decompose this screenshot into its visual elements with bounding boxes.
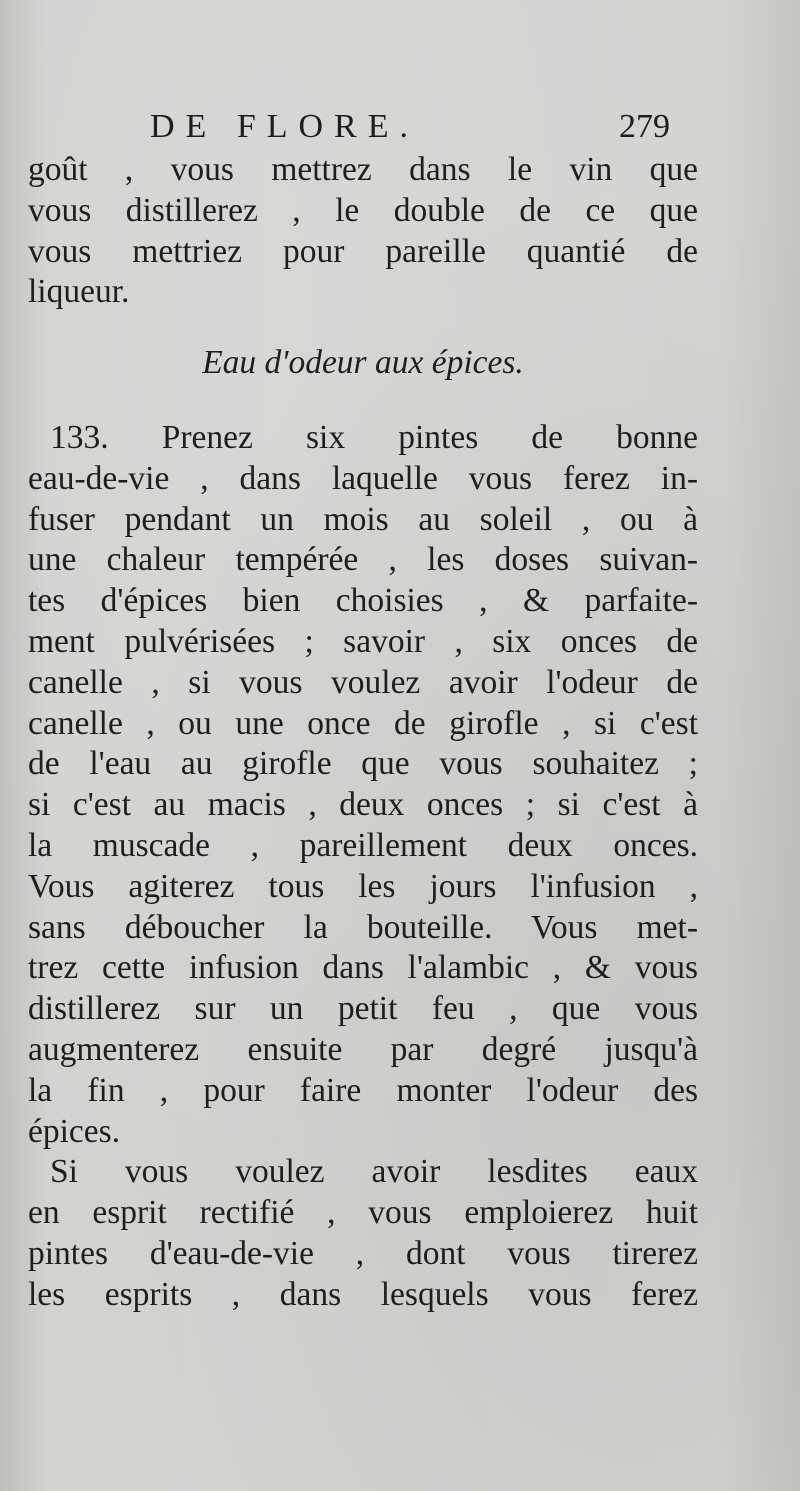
text-line: la muscade , pareillement deux onces. xyxy=(28,826,698,864)
text-line: distillerez sur un petit feu , que vous xyxy=(28,990,698,1028)
text-line: Si vous voulez avoir lesdites eaux xyxy=(50,1153,698,1191)
text-line: liqueur. xyxy=(28,273,130,311)
text-line: les esprits , dans lesquels vous ferez xyxy=(28,1275,698,1313)
text-line: si c'est au macis , deux onces ; si c'est à xyxy=(28,786,698,824)
text-line: tes d'épices bien choisies , & parfaite- xyxy=(28,582,698,620)
text-line: ment pulvérisées ; savoir , six onces de xyxy=(28,622,698,660)
text-line: pintes d'eau-de-vie , dont vous tirerez xyxy=(28,1234,698,1272)
text-line: trez cette infusion dans l'alambic , & vous xyxy=(28,949,698,987)
text-line: sans déboucher la bouteille. Vous met- xyxy=(28,908,698,946)
running-title: DE FLORE. xyxy=(150,108,419,145)
text-line: fuser pendant un mois au soleil , ou à xyxy=(28,500,698,538)
text-line: la fin , pour faire monter l'odeur des xyxy=(28,1071,698,1109)
text-line: en esprit rectifié , vous emploierez huit xyxy=(28,1194,698,1232)
text-line: canelle , si vous voulez avoir l'odeur de xyxy=(28,663,698,701)
paragraph-1 xyxy=(28,150,698,313)
text-line: vous mettriez pour pareille quantié de xyxy=(28,232,698,270)
paragraph-2 xyxy=(28,418,698,1152)
page-body xyxy=(28,150,698,1316)
page-header xyxy=(140,108,670,152)
text-line: goût , vous mettrez dans le vin que xyxy=(28,151,698,188)
page-number: 279 xyxy=(619,108,670,145)
paragraph-3 xyxy=(28,1152,698,1315)
text-line: une chaleur tempérée , les doses suivan- xyxy=(28,541,698,579)
text-line: canelle , ou une once de girofle , si c'est xyxy=(28,704,698,742)
section-heading: Eau d'odeur aux épices. xyxy=(202,344,524,382)
text-line: augmenterez ensuite par degré jusqu'à xyxy=(28,1030,698,1068)
text-line: vous distillerez , le double de ce que xyxy=(28,191,698,229)
text-line: de l'eau au girofle que vous souhaitez ; xyxy=(28,745,698,783)
text-line: eau-de-vie , dans laquelle vous ferez in- xyxy=(28,459,698,497)
text-line: 133. Prenez six pintes de bonne xyxy=(50,418,698,456)
text-line: épices. xyxy=(28,1112,121,1150)
text-line: Vous agiterez tous les jours l'infusion , xyxy=(28,867,698,905)
